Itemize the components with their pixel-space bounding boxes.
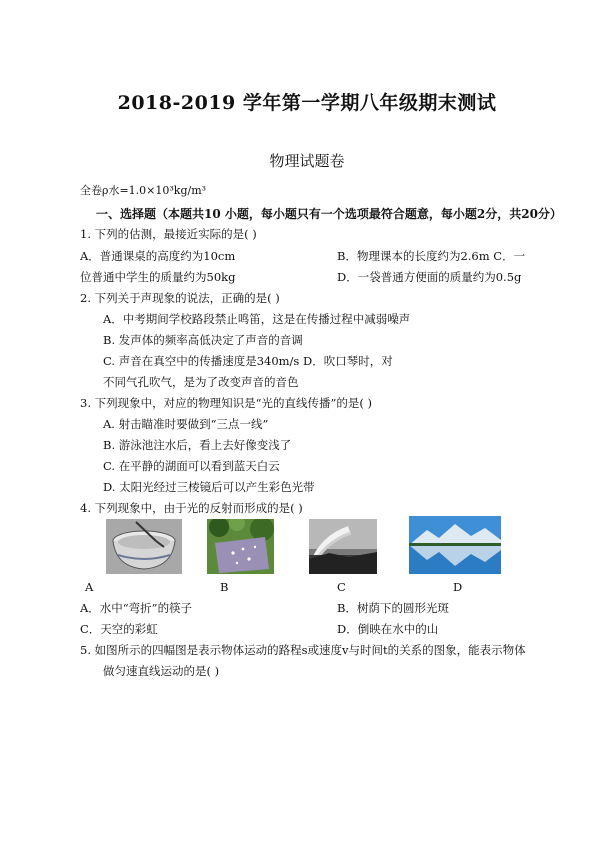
q3-option-c: C. 在平静的湖面可以看到蓝天白云 — [103, 459, 280, 473]
q2-option-c: C. 声音在真空中的传播速度是340m/s D．吹口琴时，对 — [103, 354, 393, 368]
q1-option-b: B．物理课本的长度约为2.6m C．一 — [337, 249, 526, 263]
q2-stem: 2. 下列关于声现象的说法，正确的是( ) — [80, 291, 280, 305]
q1-option-d: D．一袋普通方便面的质量约为0.5g — [337, 270, 522, 284]
image-label-b: B — [220, 580, 229, 594]
q2-option-b: B. 发声体的频率高低决定了声音的音调 — [103, 333, 303, 347]
q1-stem: 1. 下列的估测，最接近实际的是( ) — [80, 227, 257, 241]
q3-stem: 3. 下列现象中，对应的物理知识是“光的直线传播”的是( ) — [80, 396, 373, 410]
image-mountain-reflection — [409, 516, 501, 574]
image-label-d: D — [453, 580, 463, 594]
image-chopstick-bowl — [106, 519, 182, 574]
q4-option-c: C．天空的彩虹 — [80, 622, 158, 636]
q1-option-c: 位普通中学生的质量约为50kg — [80, 270, 236, 284]
q4-option-d: D．倒映在水中的山 — [337, 622, 439, 636]
q3-option-b: B. 游泳池注水后，看上去好像变浅了 — [103, 438, 292, 452]
section-heading: 一、选择题（本题共10 小题，每小题只有一个选项最符合题意，每小题2分，共20分） — [96, 207, 562, 221]
exam-subtitle: 物理试题卷 — [269, 152, 345, 170]
exam-title: 2018-2019 学年第一学期八年级期末测试 — [117, 92, 497, 114]
image-label-a: A — [85, 580, 94, 594]
image-rainbow — [309, 519, 377, 574]
q5-stem-line2: 做匀速直线运动的是( ) — [103, 664, 220, 678]
image-label-c: C — [337, 580, 346, 594]
q3-option-d: D. 太阳光经过三棱镜后可以产生彩色光带 — [103, 480, 315, 494]
q3-option-a: A. 射击瞄准时要做到“三点一线” — [103, 417, 269, 431]
q2-option-d: 不同气孔吹气，是为了改变声音的音色 — [103, 375, 299, 389]
image-tree-shade-light-spots — [207, 519, 274, 574]
q4-option-a: A．水中“弯折”的筷子 — [80, 601, 193, 615]
q1-option-a: A．普通课桌的高度约为10cm — [80, 249, 236, 263]
q5-stem-line1: 5. 如图所示的四幅图是表示物体运动的路程s或速度v与时间t的关系的图象，能表示物体 — [80, 643, 526, 657]
q2-option-a: A．中考期间学校路段禁止鸣笛，这是在传播过程中减弱噪声 — [103, 312, 411, 326]
density-note: 全卷ρ水=1.0×10³kg/m³ — [80, 184, 207, 197]
q4-stem: 4. 下列现象中，由于光的反射而形成的是( ) — [80, 501, 303, 515]
q4-option-b: B．树荫下的圆形光斑 — [337, 601, 449, 615]
